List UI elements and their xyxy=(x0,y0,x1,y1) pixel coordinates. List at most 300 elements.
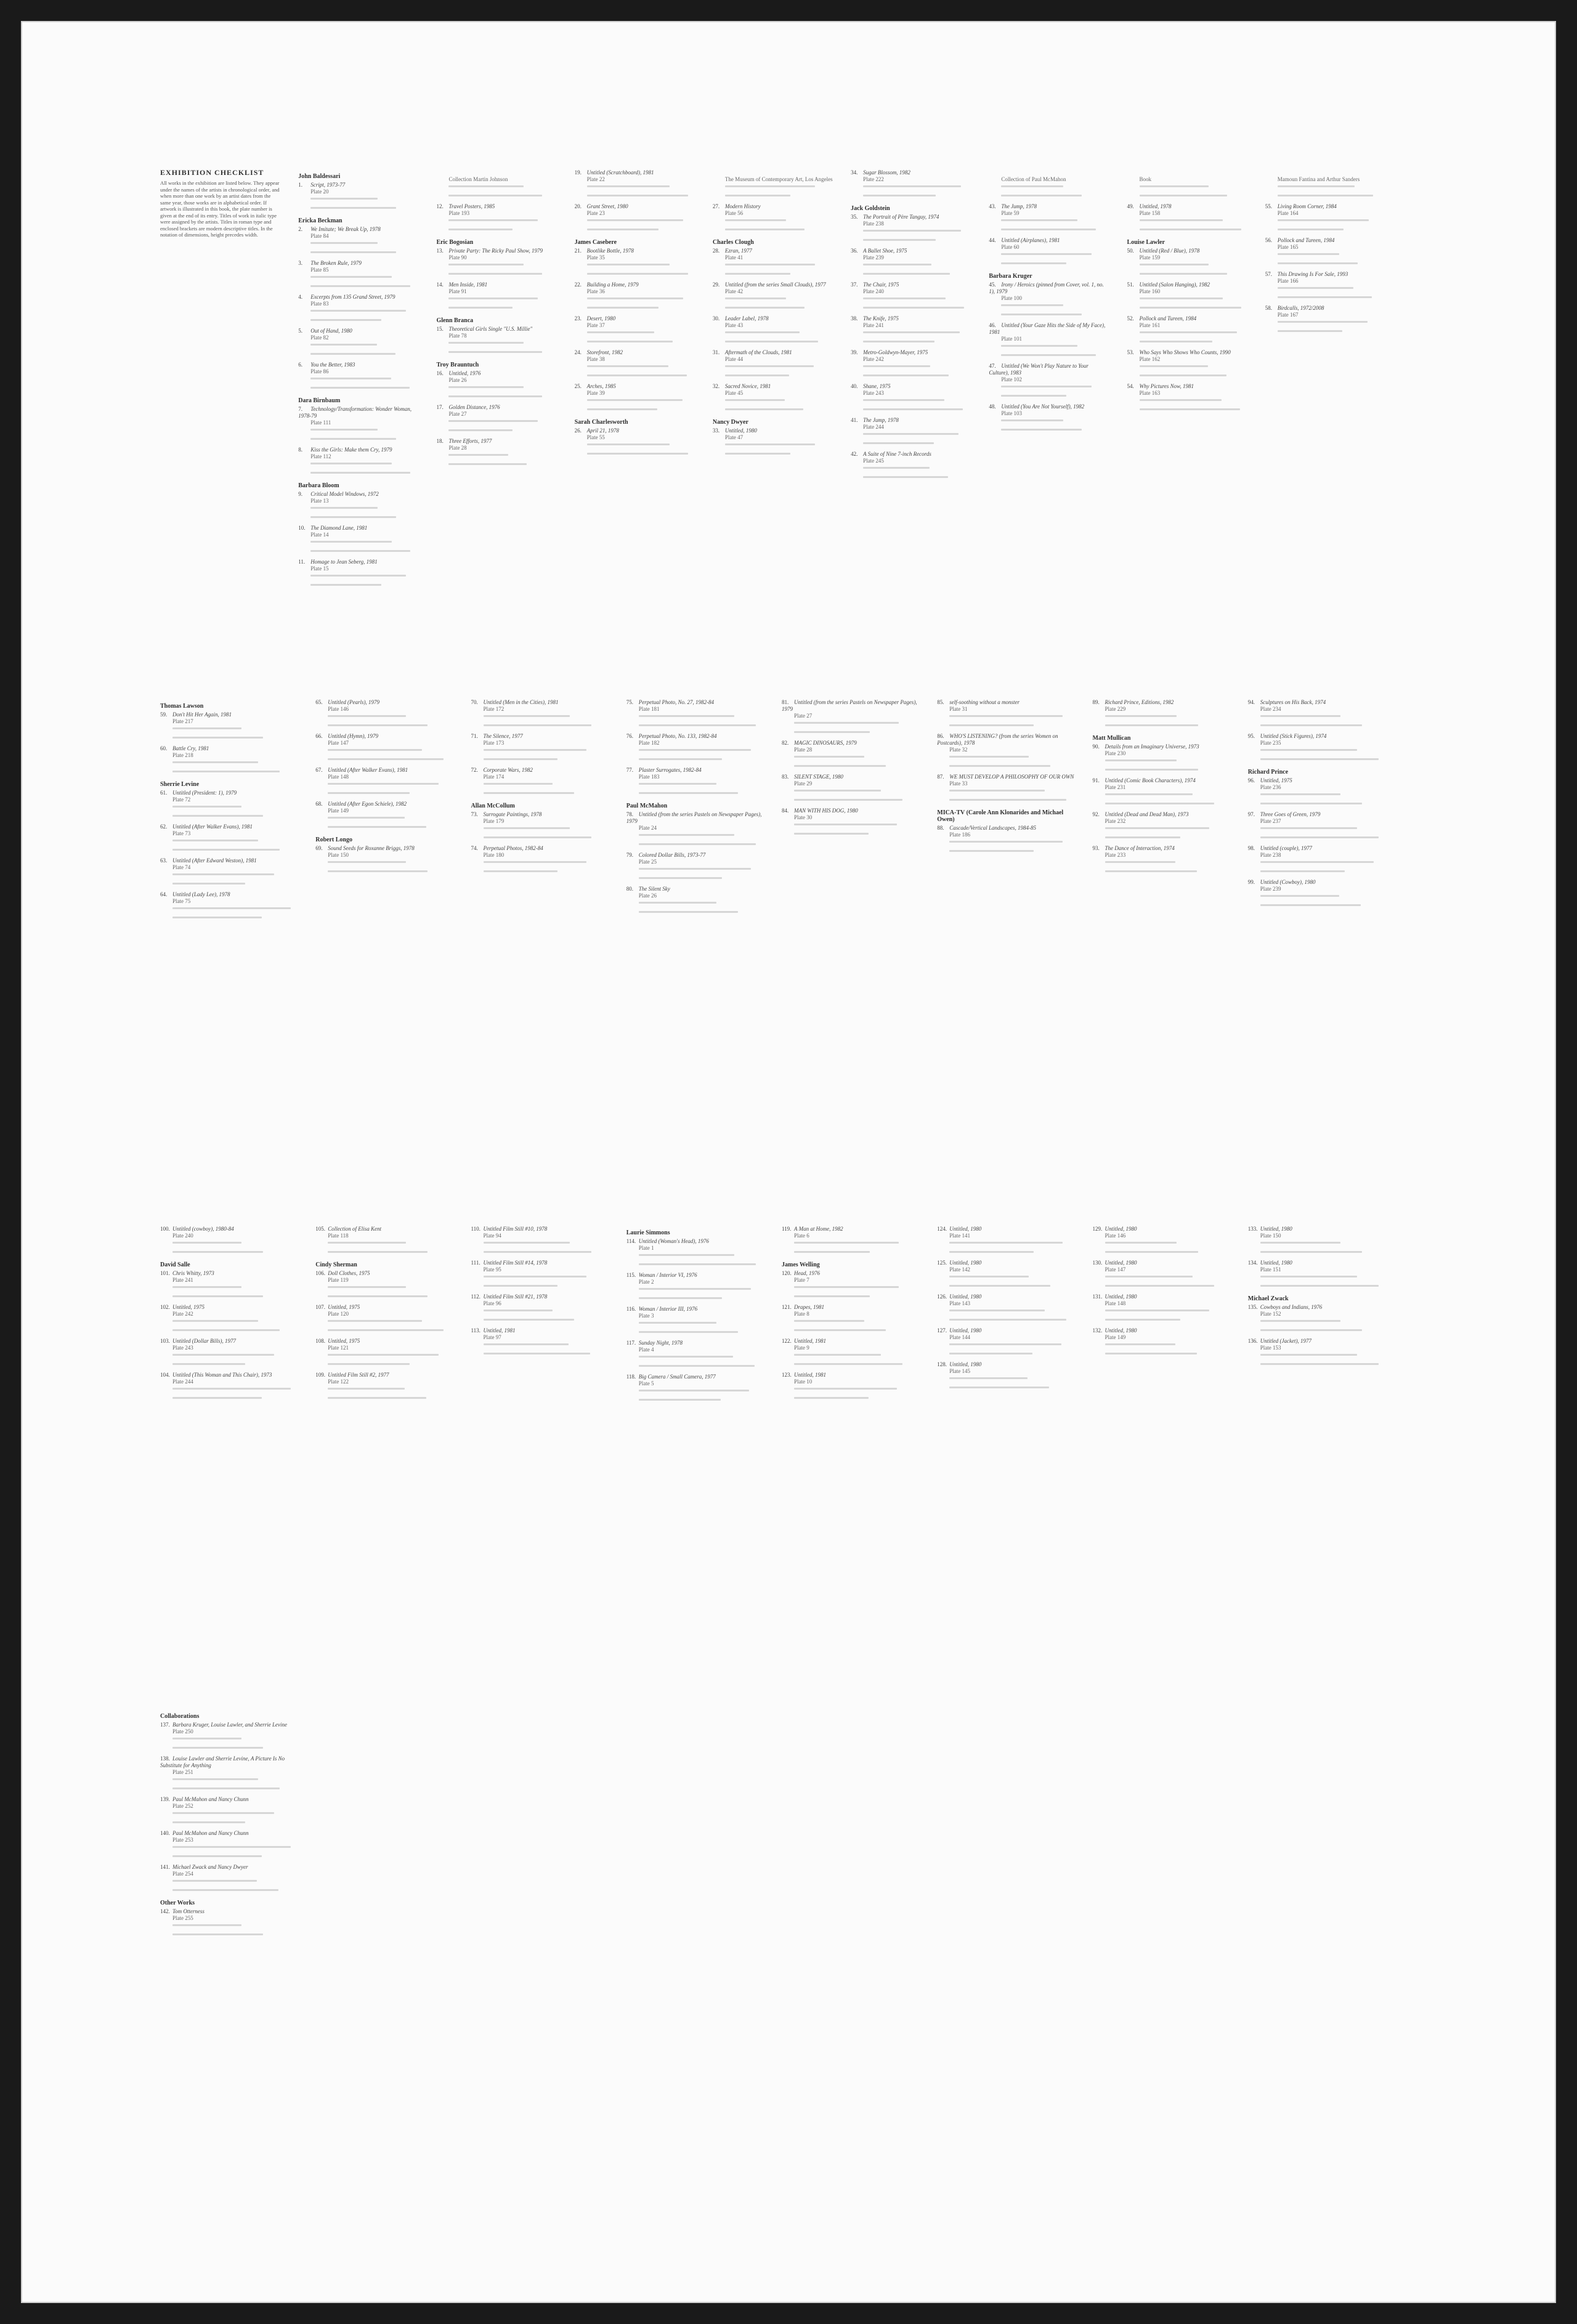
entry-plate: Plate 162 xyxy=(1139,356,1161,362)
entry-details-placeholder xyxy=(949,715,1075,722)
entry-details-placeholder xyxy=(448,454,557,461)
entry-details-placeholder xyxy=(448,463,557,470)
entry-details-placeholder xyxy=(1140,408,1248,415)
entry-details-placeholder xyxy=(310,387,419,394)
entry-title: Grant Street, 1980 xyxy=(586,203,628,209)
entry-number: 121. xyxy=(782,1304,792,1310)
entry-plate: Plate 242 xyxy=(172,1311,193,1317)
entry-details-placeholder xyxy=(310,575,419,581)
entry-number: 77. xyxy=(626,767,633,773)
entry-details-placeholder xyxy=(484,861,609,868)
entry-details-placeholder xyxy=(639,1322,764,1329)
entry-details-placeholder xyxy=(639,834,764,841)
checklist-entry xyxy=(626,811,764,832)
checklist-column xyxy=(1093,1709,1231,1942)
entry-details-placeholder xyxy=(1105,870,1231,877)
entry-title: Untitled, 1980 xyxy=(949,1260,982,1266)
checklist-entry xyxy=(937,1361,1075,1375)
entry-title: April 21, 1978 xyxy=(586,427,619,434)
entry-details-placeholder xyxy=(794,722,920,729)
entry-details-placeholder xyxy=(639,1356,764,1362)
entry-number: 78. xyxy=(626,811,633,817)
entry-number: 142. xyxy=(160,1908,170,1914)
entry-number: 140. xyxy=(160,1830,170,1836)
entry-details-placeholder xyxy=(172,873,298,880)
entry-number: 114. xyxy=(626,1238,636,1244)
entry-title: Untitled Film Still #21, 1978 xyxy=(483,1294,548,1300)
checklist-entry xyxy=(782,774,920,787)
entry-details-placeholder xyxy=(328,1397,453,1404)
entry-number: 59. xyxy=(160,711,168,718)
checklist-entry xyxy=(626,1272,764,1285)
entry-title: A Suite of Nine 7-inch Records xyxy=(863,451,931,457)
entry-number: 28. xyxy=(712,248,720,254)
entry-title: Ezran, 1977 xyxy=(724,248,752,254)
artist-heading: Michael Zwack xyxy=(1247,1295,1289,1302)
checklist-entry xyxy=(1248,1304,1386,1318)
entry-details-placeholder xyxy=(1001,345,1109,352)
checklist-entry xyxy=(298,226,419,240)
entry-details-placeholder xyxy=(639,783,764,790)
entry-plate: Plate 179 xyxy=(483,818,505,824)
checklist-entry xyxy=(937,1226,1075,1239)
entry-plate: Plate 242 xyxy=(863,356,884,362)
entry-title: Perpetual Photo, No. 27, 1982-84 xyxy=(638,699,714,705)
entry-details-placeholder xyxy=(448,273,557,280)
entry-details-placeholder xyxy=(794,1397,920,1404)
entry-details-placeholder xyxy=(1105,1343,1231,1350)
entry-plate: Plate 33 xyxy=(949,780,968,787)
checklist-entry xyxy=(626,767,764,780)
checklist-entry xyxy=(1127,203,1248,217)
entry-plate: Plate 45 xyxy=(724,390,744,396)
entry-number: 53. xyxy=(1127,349,1134,355)
checklist-entry xyxy=(160,790,298,803)
entry-details-placeholder xyxy=(1278,287,1386,294)
entry-title: Untitled, 1980 xyxy=(1105,1327,1137,1334)
checklist-entry xyxy=(1093,743,1231,757)
entry-details-placeholder xyxy=(484,1353,609,1359)
checklist-entry xyxy=(436,169,557,183)
entry-number: 72. xyxy=(471,767,478,773)
entry-plate: Plate 180 xyxy=(483,852,505,858)
entry-plate: Plate 148 xyxy=(328,774,349,780)
checklist-entry xyxy=(575,203,695,217)
entry-number: 37. xyxy=(851,281,858,288)
entry-number: 16. xyxy=(436,370,444,376)
entry-number: 56. xyxy=(1265,237,1272,243)
entry-details-placeholder xyxy=(949,790,1075,796)
entry-number: 82. xyxy=(782,740,789,746)
entry-number: 75. xyxy=(626,699,633,705)
entry-details-placeholder xyxy=(1001,262,1109,269)
entry-number: 24. xyxy=(574,349,582,355)
entry-plate: Plate 3 xyxy=(638,1313,654,1319)
entry-number: 68. xyxy=(315,801,323,807)
checklist-entry xyxy=(575,169,695,183)
artist-heading: Eric Bogosian xyxy=(436,239,474,246)
checklist-column xyxy=(575,169,695,593)
entry-plate: Mamoun Fantina and Arthur Sanders xyxy=(1277,176,1360,182)
entry-details-placeholder xyxy=(448,420,557,427)
entry-number: 87. xyxy=(937,774,944,780)
checklist-entry xyxy=(713,248,833,261)
entry-number: 112. xyxy=(471,1294,480,1300)
entry-title: The Silent Sky xyxy=(638,886,670,892)
entry-details-placeholder xyxy=(587,408,695,415)
entry-number: 100. xyxy=(160,1226,170,1232)
checklist-entry xyxy=(298,525,419,538)
entry-details-placeholder xyxy=(1105,1251,1231,1258)
entry-title: Untitled (Comic Book Characters), 1974 xyxy=(1105,777,1196,783)
artist-heading: Dara Birnbaum xyxy=(298,397,341,404)
artist-heading: Sherrie Levine xyxy=(160,781,200,788)
entry-number: 44. xyxy=(989,237,996,243)
entry-number: 133. xyxy=(1247,1226,1258,1232)
entry-number: 137. xyxy=(160,1722,170,1728)
entry-title: Arches, 1985 xyxy=(586,383,616,389)
entry-plate: Plate 238 xyxy=(1260,852,1281,858)
checklist-column xyxy=(315,699,453,925)
checklist-entry xyxy=(1265,203,1386,217)
entry-details-placeholder xyxy=(1260,724,1386,731)
entry-number: 20. xyxy=(574,203,582,209)
checklist-entry xyxy=(315,1226,453,1239)
entry-title: Untitled, 1975 xyxy=(328,1304,360,1310)
entry-details-placeholder xyxy=(794,1242,920,1249)
entry-details-placeholder xyxy=(587,195,695,201)
entry-details-placeholder xyxy=(328,826,453,833)
entry-title: Cascade/Vertical Landscapes, 1984-85 xyxy=(949,825,1036,831)
checklist-entry xyxy=(1248,699,1386,713)
entry-number: 138. xyxy=(160,1755,170,1762)
checklist-entry xyxy=(851,248,971,261)
entry-details-placeholder xyxy=(639,902,764,909)
entry-details-placeholder xyxy=(328,724,453,731)
entry-plate: Plate 234 xyxy=(1260,706,1281,712)
entry-title: Untitled, 1980 xyxy=(949,1361,982,1367)
entry-details-placeholder xyxy=(1278,321,1386,328)
entry-details-placeholder xyxy=(725,341,833,347)
entry-details-placeholder xyxy=(1260,758,1386,765)
entry-details-placeholder xyxy=(863,331,971,338)
entry-title: Private Party: The Ricky Paul Show, 1979 xyxy=(448,248,543,254)
checklist-entry xyxy=(1265,305,1386,318)
entry-title: A Man at Home, 1982 xyxy=(794,1226,843,1232)
entry-title: Drapes, 1981 xyxy=(794,1304,824,1310)
entry-plate: Plate 161 xyxy=(1139,322,1161,328)
entry-plate: Plate 47 xyxy=(724,434,744,440)
entry-number: 60. xyxy=(160,745,168,751)
entry-number: 46. xyxy=(989,322,996,328)
entry-title: Metro-Goldwyn-Mayer, 1975 xyxy=(863,349,928,355)
artist-heading: Barbara Bloom xyxy=(298,482,339,489)
entry-plate: Plate 102 xyxy=(1001,376,1023,383)
entry-plate: Plate 239 xyxy=(1260,886,1281,892)
checklist-entry xyxy=(989,322,1109,342)
entry-title: Untitled, 1980 xyxy=(1260,1260,1292,1266)
checklist-entry xyxy=(1248,777,1386,791)
entry-number: 111. xyxy=(471,1260,480,1266)
entry-details-placeholder xyxy=(328,749,453,756)
entry-details-placeholder xyxy=(1260,1251,1386,1258)
checklist-column xyxy=(160,169,281,593)
entry-title: Untitled (After Edward Weston), 1981 xyxy=(172,857,257,864)
entry-title: Untitled, 1980 xyxy=(949,1226,982,1232)
entry-plate: Plate 183 xyxy=(638,774,660,780)
entry-title: Untitled, 1981 xyxy=(794,1338,826,1344)
checklist-entry xyxy=(1248,1260,1386,1273)
artist-heading: Charles Clough xyxy=(712,239,754,246)
entry-title: Modern History xyxy=(724,203,761,209)
entry-title: Untitled (Men in the Cities), 1981 xyxy=(483,699,559,705)
entry-details-placeholder xyxy=(1260,895,1386,902)
entry-number: 27. xyxy=(712,203,720,209)
entry-plate: Plate 26 xyxy=(638,893,657,899)
entry-number: 116. xyxy=(626,1306,636,1312)
entry-details-placeholder xyxy=(794,1251,920,1258)
checklist-column xyxy=(1248,1226,1386,1407)
checklist-entry xyxy=(782,1372,920,1385)
entry-number: 17. xyxy=(436,404,444,410)
entry-plate: Plate 149 xyxy=(1105,1334,1126,1340)
entry-number: 57. xyxy=(1265,271,1272,277)
entry-details-placeholder xyxy=(1260,1276,1386,1282)
entry-title: Paul McMahon and Nancy Chunn xyxy=(172,1796,249,1802)
entry-plate: Plate 97 xyxy=(483,1334,501,1340)
entry-details-placeholder xyxy=(1105,1319,1231,1326)
entry-number: 2. xyxy=(298,226,302,232)
entry-details-placeholder xyxy=(1001,195,1109,201)
entry-details-placeholder xyxy=(725,331,833,338)
entry-number: 132. xyxy=(1092,1327,1103,1334)
entry-details-placeholder xyxy=(1001,419,1109,426)
entry-plate: Plate 243 xyxy=(172,1345,193,1351)
checklist-band-2 xyxy=(160,699,1386,925)
entry-title: SILENT STAGE, 1980 xyxy=(794,774,843,780)
entry-details-placeholder xyxy=(725,453,833,460)
entry-plate: Plate 159 xyxy=(1139,254,1161,261)
entry-details-placeholder xyxy=(310,276,419,283)
checklist-entry xyxy=(937,825,1075,838)
entry-details-placeholder xyxy=(1140,229,1248,235)
entry-details-placeholder xyxy=(172,1251,298,1258)
checklist-entry xyxy=(160,857,298,871)
entry-details-placeholder xyxy=(448,395,557,402)
entry-details-placeholder xyxy=(1260,870,1386,877)
entry-title: Untitled (President: 1), 1979 xyxy=(172,790,237,796)
entry-plate: Plate 142 xyxy=(949,1266,970,1273)
entry-details-placeholder xyxy=(172,1855,298,1862)
entry-plate: Plate 15 xyxy=(310,565,329,572)
checklist-entry xyxy=(575,383,695,397)
entry-plate: Plate 31 xyxy=(949,706,968,712)
entry-details-placeholder xyxy=(587,307,695,314)
entry-number: 86. xyxy=(937,733,944,739)
entry-plate: Plate 149 xyxy=(328,808,349,814)
checklist-column xyxy=(1248,699,1386,925)
entry-title: Pollock and Tureen, 1984 xyxy=(1139,315,1197,322)
entry-title: Men Inside, 1981 xyxy=(448,281,488,288)
entry-details-placeholder xyxy=(949,1343,1075,1350)
entry-number: 19. xyxy=(574,169,582,176)
entry-plate: Plate 160 xyxy=(1139,288,1161,294)
entry-title: Untitled (Dollar Bills), 1977 xyxy=(172,1338,236,1344)
checklist-entry xyxy=(575,281,695,295)
entry-plate: Plate 241 xyxy=(863,322,884,328)
entry-details-placeholder xyxy=(794,833,920,840)
entry-plate: Plate 56 xyxy=(724,210,744,216)
entry-title: Sculptures on His Back, 1974 xyxy=(1260,699,1326,705)
entry-plate: Plate 141 xyxy=(949,1233,970,1239)
entry-details-placeholder xyxy=(310,353,419,360)
checklist-column xyxy=(1093,699,1231,925)
entry-details-placeholder xyxy=(172,1889,298,1896)
entry-details-placeholder xyxy=(863,230,971,237)
entry-plate: Plate 44 xyxy=(724,356,744,362)
entry-details-placeholder xyxy=(1260,836,1386,843)
entry-title: Untitled Film Still #14, 1978 xyxy=(483,1260,548,1266)
entry-title: Untitled, 1975 xyxy=(1260,777,1292,783)
entry-number: 128. xyxy=(937,1361,947,1367)
entry-plate: Plate 42 xyxy=(724,288,744,294)
entry-details-placeholder xyxy=(328,1286,453,1293)
checklist-entry xyxy=(989,237,1109,251)
entry-number: 127. xyxy=(937,1327,947,1334)
entry-plate: Plate 145 xyxy=(949,1368,970,1374)
entry-details-placeholder xyxy=(587,264,695,270)
checklist-entry xyxy=(713,383,833,397)
entry-number: 55. xyxy=(1265,203,1272,209)
entry-title: Sugar Blossom, 1982 xyxy=(863,169,910,176)
checklist-column xyxy=(626,1709,764,1942)
entry-details-placeholder xyxy=(949,1310,1075,1316)
entry-details-placeholder xyxy=(863,365,971,372)
entry-details-placeholder xyxy=(863,433,971,440)
entry-number: 126. xyxy=(937,1294,947,1300)
entry-title: This Drawing Is For Sale, 1993 xyxy=(1277,271,1348,277)
entry-number: 66. xyxy=(315,733,323,739)
entry-details-placeholder xyxy=(172,815,298,822)
checklist-entry xyxy=(315,1270,453,1284)
entry-details-placeholder xyxy=(725,219,833,226)
entry-details-placeholder xyxy=(172,1738,298,1744)
entry-details-placeholder xyxy=(172,737,298,743)
checklist-entry xyxy=(1265,169,1386,183)
entry-details-placeholder xyxy=(1105,836,1231,843)
entry-details-placeholder xyxy=(310,319,419,326)
entry-details-placeholder xyxy=(484,783,609,790)
entry-plate: Plate 238 xyxy=(863,221,884,227)
artist-heading: Paul McMahon xyxy=(626,803,668,809)
entry-plate: Plate 39 xyxy=(586,390,605,396)
entry-title: The Silence, 1977 xyxy=(483,733,523,739)
entry-title: Untitled (Stick Figures), 1974 xyxy=(1260,733,1327,739)
entry-title: Plaster Surrogates, 1982-84 xyxy=(638,767,702,773)
checklist-entry xyxy=(471,811,609,825)
entry-details-placeholder xyxy=(328,1388,453,1395)
checklist-entry xyxy=(782,808,920,821)
entry-details-placeholder xyxy=(639,1331,764,1338)
entry-details-placeholder xyxy=(725,229,833,235)
entry-number: 54. xyxy=(1127,383,1134,389)
entry-title: Michael Zwack and Nancy Dwyer xyxy=(172,1864,248,1870)
checklist-entry xyxy=(436,203,557,217)
entry-title: Critical Model Windows, 1972 xyxy=(310,491,379,497)
entry-plate: Plate 82 xyxy=(310,334,329,341)
checklist-entry xyxy=(160,1338,298,1351)
entry-details-placeholder xyxy=(949,1242,1075,1249)
entry-title: The Jump, 1978 xyxy=(863,417,899,423)
entry-details-placeholder xyxy=(639,868,764,875)
checklist-entry xyxy=(1248,811,1386,825)
entry-number: 107. xyxy=(315,1304,325,1310)
entry-details-placeholder xyxy=(1278,296,1386,303)
entry-number: 52. xyxy=(1127,315,1134,322)
entry-number: 62. xyxy=(160,824,168,830)
checklist-entry xyxy=(1127,349,1248,363)
entry-title: Untitled, 1975 xyxy=(328,1338,360,1344)
entry-details-placeholder xyxy=(310,541,419,548)
entry-title: Untitled Film Still #2, 1977 xyxy=(328,1372,389,1378)
checklist-column xyxy=(713,169,833,593)
entry-title: Untitled (Your Gaze Hits the Side of My Face), 1981 xyxy=(989,322,1106,335)
entry-details-placeholder xyxy=(172,1846,298,1853)
entry-plate: Plate 73 xyxy=(172,830,191,836)
entry-plate: Plate 37 xyxy=(586,322,605,328)
entry-title: Golden Distance, 1976 xyxy=(448,404,500,410)
entry-details-placeholder xyxy=(1140,365,1248,372)
entry-number: 11. xyxy=(298,559,306,565)
checklist-entry xyxy=(298,182,419,195)
checklist-entry xyxy=(782,740,920,753)
entry-details-placeholder xyxy=(484,1285,609,1292)
entry-title: Living Room Corner, 1984 xyxy=(1277,203,1337,209)
entry-plate: Plate 143 xyxy=(949,1300,970,1306)
entry-title: The Jump, 1978 xyxy=(1001,203,1037,209)
checklist-entry xyxy=(1127,169,1248,183)
entry-title: Untitled, 1980 xyxy=(1260,1226,1292,1232)
entry-details-placeholder xyxy=(587,453,695,460)
artist-heading: Allan McCollum xyxy=(471,803,515,809)
entry-details-placeholder xyxy=(310,429,419,435)
entry-details-placeholder xyxy=(1140,298,1248,304)
checklist-entry xyxy=(937,1294,1075,1307)
artist-heading: John Baldessari xyxy=(298,173,341,180)
entry-details-placeholder xyxy=(794,824,920,830)
entry-details-placeholder xyxy=(1278,185,1386,192)
entry-details-placeholder xyxy=(1260,1354,1386,1361)
entry-title: Theoretical Girls Single "U.S. Millie" xyxy=(448,326,533,332)
checklist-entry xyxy=(1093,1294,1231,1307)
entry-plate: Plate 255 xyxy=(172,1915,193,1921)
entry-number: 103. xyxy=(160,1338,170,1344)
entry-details-placeholder xyxy=(448,195,557,201)
entry-details-placeholder xyxy=(949,1251,1075,1258)
entry-details-placeholder xyxy=(172,1778,298,1785)
entry-title: Birdcalls, 1972/2008 xyxy=(1277,305,1324,311)
artist-heading: Other Works xyxy=(160,1900,195,1906)
entry-title: Sunday Night, 1978 xyxy=(638,1340,683,1346)
entry-number: 95. xyxy=(1247,733,1255,739)
checklist-entry xyxy=(782,699,920,719)
checklist-entry xyxy=(626,733,764,747)
entry-number: 35. xyxy=(851,214,858,220)
entry-title: Untitled (Cowboy), 1980 xyxy=(1260,879,1316,885)
entry-number: 13. xyxy=(436,248,444,254)
entry-details-placeholder xyxy=(1105,1276,1231,1282)
entry-number: 48. xyxy=(989,403,996,410)
